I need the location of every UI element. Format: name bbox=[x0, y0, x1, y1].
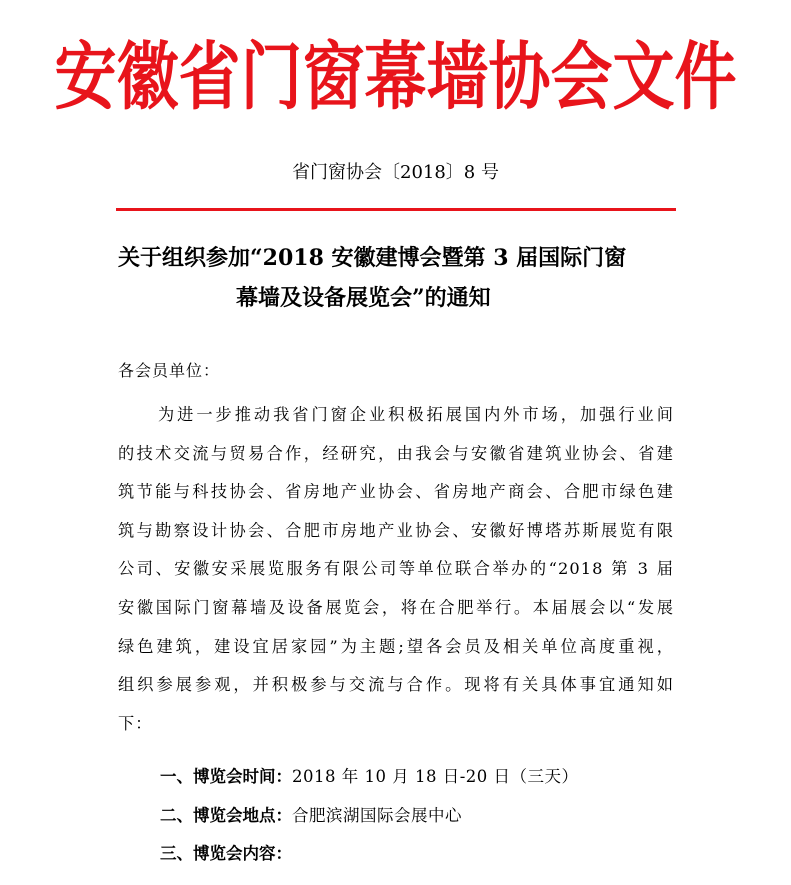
masthead-title: 安徽省门窗幕墙协会文件 bbox=[54, 33, 737, 120]
notice-title-line-1: 关于组织参加“2018 安徽建博会暨第 3 届国际门窗 bbox=[118, 245, 627, 271]
body-line: 绿色建筑，建设宜居家园”为主题;望各会员及相关单位高度重视， bbox=[118, 636, 674, 656]
document-number: 省门窗协会〔2018〕8 号 bbox=[292, 162, 499, 183]
body-line: 下： bbox=[118, 713, 153, 733]
list-item bbox=[160, 797, 579, 836]
body-line: 安徽国际门窗幕墙及设备展览会，将在合肥举行。本届展会以“发展 bbox=[118, 597, 674, 617]
item-value-time: 2018 年 10 月 18 日-20 日（三天） bbox=[292, 767, 579, 786]
red-divider-line bbox=[116, 208, 676, 211]
body-line: 组织参展参观，并积极参与交流与合作。现将有关具体事宜通知如 bbox=[118, 675, 674, 695]
body-line: 公司、安徽安采展览服务有限公司等单位联合举办的“2018 第 3 届 bbox=[118, 559, 674, 579]
salutation: 各会员单位： bbox=[118, 361, 221, 380]
item-label-content: 三、博览会内容： bbox=[160, 844, 292, 864]
notice-title bbox=[118, 238, 678, 318]
notice-items-list bbox=[160, 758, 579, 874]
body-line: 为进一步推动我省门窗企业积极拓展国内外市场，加强行业间 bbox=[158, 405, 674, 424]
item-label-location: 二、博览会地点： bbox=[160, 805, 292, 825]
item-value-location: 合肥滨湖国际会展中心 bbox=[292, 805, 462, 825]
list-item bbox=[160, 758, 579, 797]
notice-title-line-2: 幕墙及设备展览会”的通知 bbox=[236, 285, 491, 311]
item-label-time: 一、博览会时间： bbox=[160, 767, 292, 786]
body-line: 的技术交流与贸易合作，经研究，由我会与安徽省建筑业协会、省建 bbox=[118, 443, 674, 463]
body-paragraph bbox=[118, 396, 674, 743]
list-item bbox=[160, 835, 579, 874]
body-line: 筑与勘察设计协会、合肥市房地产业协会、安徽好博塔苏斯展览有限 bbox=[118, 520, 674, 540]
body-line: 筑节能与科技协会、省房地产业协会、省房地产商会、合肥市绿色建 bbox=[118, 482, 674, 502]
